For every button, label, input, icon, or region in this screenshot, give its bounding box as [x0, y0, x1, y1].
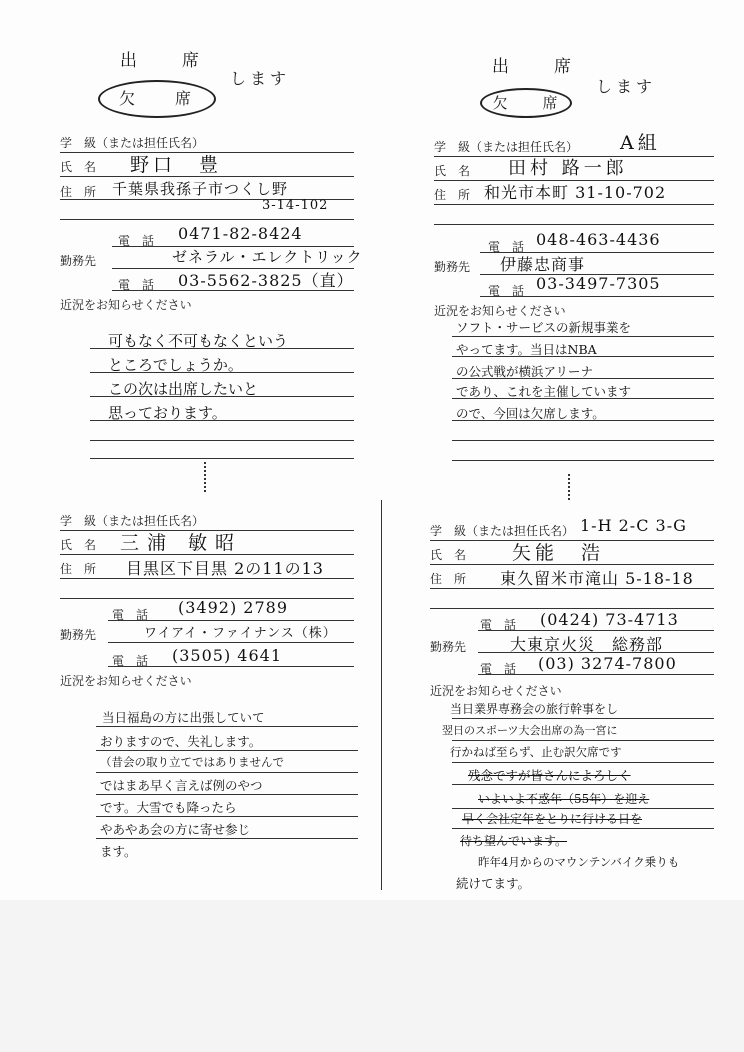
note-line-1: ソフト・サービスの新規事業を [456, 320, 632, 335]
name-line [60, 554, 354, 555]
name-value: 三浦 敏昭 [120, 532, 243, 554]
note-rule-6 [96, 838, 358, 839]
name-line [430, 564, 714, 565]
work-value: ワイアイ・ファイナンス（株） [144, 626, 337, 641]
note-rule-3 [452, 762, 714, 763]
note-line-4: 思っております。 [108, 404, 227, 422]
name-label: 氏 名 [430, 548, 467, 562]
recent-label: 近況をお知らせください [430, 684, 562, 698]
note-line-7: 待ち望んでいます。 [460, 834, 568, 848]
work-phone-value: (3505) 4641 [172, 646, 283, 665]
note-rule-2 [90, 372, 354, 373]
grade-value: A組 [620, 132, 661, 154]
grade-value: 1-H 2-C 3-G [580, 516, 687, 535]
note-rule-3 [452, 378, 714, 379]
note-rule-1 [96, 726, 358, 727]
work-label: 勤務先 [430, 640, 467, 654]
note-rule-5 [452, 808, 714, 809]
note-rule-5 [90, 440, 354, 441]
phone-line [108, 620, 354, 621]
reply-card-4 [372, 500, 744, 900]
note-line-1: 当日福島の方に出張していて [102, 710, 265, 725]
name-label: 氏 名 [60, 160, 97, 174]
shimasu-text: します [230, 69, 291, 88]
address-label: 住 所 [434, 188, 471, 202]
attend-option: 出 席 [120, 51, 213, 71]
note-rule-3 [96, 772, 358, 773]
work-line [108, 642, 354, 643]
work-label: 勤務先 [60, 628, 97, 642]
grade-label: 学 級（または担任氏名） [434, 140, 579, 154]
name-value: 田村 路一郎 [508, 158, 628, 179]
address-line-2 [434, 224, 714, 225]
note-line-9: 続けてます。 [456, 876, 531, 891]
cut-mark [568, 474, 570, 500]
work-phone-label: 電 話 [112, 654, 149, 668]
note-line-5: です。大雪でも降ったら [100, 800, 237, 815]
note-rule-4 [90, 420, 354, 421]
recent-label: 近況をお知らせください [60, 298, 192, 312]
phone-label: 電 話 [112, 608, 149, 622]
note-rule-1 [90, 348, 354, 349]
work-phone-line [480, 296, 714, 297]
note-line-1: 当日業界専務会の旅行幹事をし [450, 702, 619, 716]
note-line-3: この次は出席したいと [108, 380, 259, 398]
work-phone-value: 03-5562-3825（直） [178, 271, 354, 290]
phone-value: (3492) 2789 [178, 598, 289, 617]
address-value: 東久留米市滝山 5-18-18 [500, 569, 694, 588]
name-label: 氏 名 [434, 164, 471, 178]
name-line [60, 176, 354, 177]
phone-line [478, 630, 714, 631]
reply-card-2 [372, 0, 744, 500]
name-label: 氏 名 [60, 538, 97, 552]
work-phone-line [478, 674, 714, 675]
reply-card-3 [0, 500, 380, 900]
note-line-2: 翌日のスポーツ大会出席の為一宮に [442, 724, 618, 737]
note-rule-1 [452, 336, 714, 337]
note-rule-5 [96, 816, 358, 817]
note-rule-2 [452, 356, 714, 357]
note-line-2: おりますので、失礼します。 [100, 734, 262, 749]
note-line-1: 可もなく不可もなくという [108, 332, 289, 350]
work-label: 勤務先 [60, 254, 97, 268]
note-line-2: ところでしょうか。 [108, 356, 243, 374]
address-value-2: 3-14-102 [262, 198, 329, 213]
grade-label: 学 級（または担任氏名） [430, 524, 575, 538]
work-phone-label: 電 話 [480, 662, 517, 676]
note-line-8: 昨年4月からのマウンテンバイク乗りも [478, 855, 680, 869]
work-value: 大東京火災 総務部 [510, 635, 664, 654]
recent-label: 近況をお知らせください [434, 304, 566, 318]
work-value: 伊藤忠商事 [500, 255, 586, 274]
note-rule-6 [452, 828, 714, 829]
note-line-4: ではまあ早く言えば例のやつ [100, 778, 263, 793]
address-line [430, 588, 714, 589]
note-rule-6 [452, 440, 714, 441]
work-phone-line [112, 290, 354, 291]
reply-card-1 [0, 0, 380, 490]
work-label: 勤務先 [434, 260, 471, 274]
note-line-7: ます。 [100, 844, 137, 859]
absent-option-circled: 欠 席 [98, 80, 216, 118]
note-line-5: ので、今回は欠席します。 [456, 406, 605, 421]
note-line-4: 残念ですが皆さんによろしく [468, 768, 631, 783]
address-value: 千葉県我孫子市つくし野 [112, 180, 289, 198]
note-line-3: 行かねば至らず、止む訳欠席です [450, 745, 622, 759]
work-phone-value: (03) 3274-7800 [538, 654, 677, 673]
shimasu-text: します [596, 77, 657, 96]
phone-label: 電 話 [488, 240, 525, 254]
note-line-5: いよいよ不惑年（55年）を迎え [478, 792, 650, 806]
recent-label: 近況をお知らせください [60, 674, 192, 688]
note-rule-2 [96, 750, 358, 751]
address-label: 住 所 [60, 185, 97, 199]
address-line [434, 204, 714, 205]
note-line-4: であり、これを主催しています [456, 384, 632, 399]
note-rule-4 [452, 784, 714, 785]
work-phone-line [108, 666, 354, 667]
work-phone-value: 03-3497-7305 [536, 274, 661, 293]
note-rule-4 [452, 398, 714, 399]
address-label: 住 所 [60, 562, 97, 576]
name-value: 野口 豊 [130, 154, 223, 176]
attend-option: 出 席 [492, 57, 585, 77]
grade-label: 学 級（または担任氏名） [60, 514, 205, 528]
address-label: 住 所 [430, 572, 467, 586]
phone-label: 電 話 [118, 234, 155, 248]
address-line-2 [60, 219, 354, 220]
address-line [60, 578, 354, 579]
phone-value: (0424) 73-4713 [540, 610, 679, 629]
work-value: ゼネラル・エレクトリック [172, 248, 363, 266]
phone-value: 048-463-4436 [536, 230, 661, 249]
phone-value: 0471-82-8424 [178, 224, 303, 243]
work-phone-label: 電 話 [488, 284, 525, 298]
name-value: 矢能 浩 [512, 542, 605, 564]
note-rule-7 [452, 460, 714, 461]
note-rule-6 [90, 458, 354, 459]
note-line-2: やってます。当日はNBA [456, 342, 597, 357]
note-line-3: の公式戦が横浜アリーナ [456, 364, 594, 379]
note-rule-1 [452, 718, 714, 719]
note-line-6: やあやあ会の方に寄せ参じ [100, 822, 251, 837]
address-line-2 [430, 608, 714, 609]
note-rule-3 [90, 396, 354, 397]
address-value: 和光市本町 31-10-702 [484, 183, 667, 202]
note-line-3: （昔会の取り立てではありませんで [100, 755, 284, 769]
address-value: 目黒区下目黒 2の11の13 [126, 559, 324, 578]
note-rule-2 [452, 740, 714, 741]
note-rule-5 [452, 420, 714, 421]
work-phone-label: 電 話 [118, 278, 155, 292]
note-rule-4 [96, 794, 358, 795]
work-line [478, 652, 714, 653]
note-line-6: 早く会社定年をとりに行ける日を [462, 812, 643, 826]
cut-mark [204, 462, 206, 492]
grade-label: 学 級（または担任氏名） [60, 136, 205, 150]
phone-label: 電 話 [480, 618, 517, 632]
absent-option-circled: 欠 席 [480, 88, 572, 118]
